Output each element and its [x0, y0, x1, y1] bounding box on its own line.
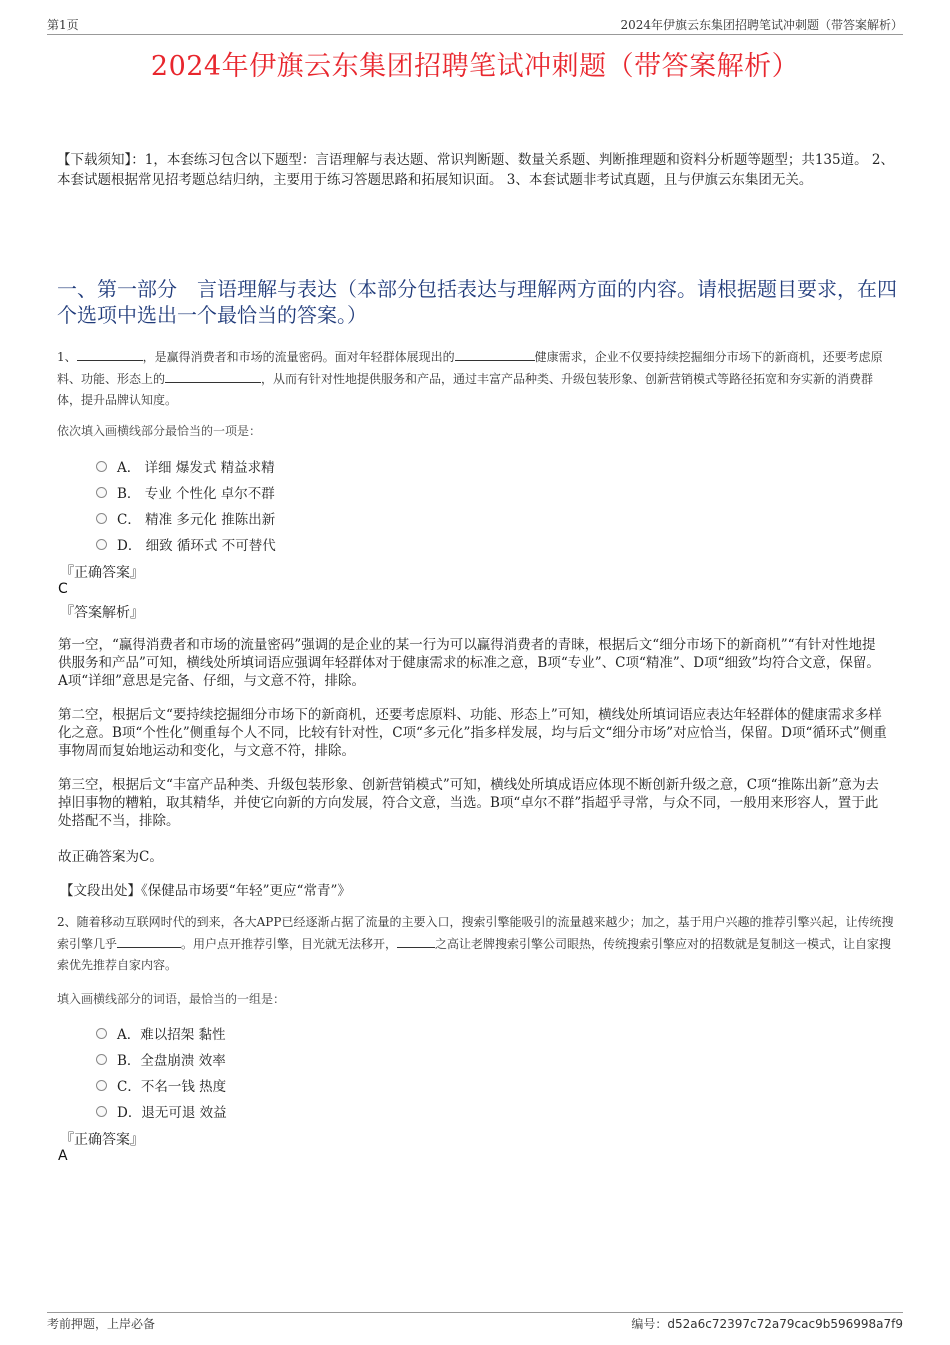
radio-icon[interactable] [96, 1106, 107, 1117]
question-1-instruction: 依次填入画横线部分最恰当的一项是： [57, 424, 262, 438]
question-1-stem: 1、 ，是赢得消费者和市场的流量密码。面对年轻群体展现出的 健康需求，企业不仅要持续挖掘细分市场下的新商机，还要考虑原料、功能、形态上的 ，从而有针对性地提供服务和产品，通过丰富产品种类、升级包装形象、创新营销模式等路径拓宽和夯实新的消费群体，提升品牌认知度。 [57, 346, 897, 411]
footer-slogan: 考前押题，上岸必备 [47, 1317, 156, 1331]
radio-icon[interactable] [96, 539, 107, 550]
analysis-paragraph-2: 第二空，根据后文“要持续挖掘细分市场下的新商机，还要考虑原料、功能、形态上”可知，横线处所填词语应表达年轻群体的健康需求多样化之意。B项“个性化”侧重每个人不同，比较有针对性，C项“多元化”指多样发展，均与后文“细分市场”对应恰当，保留。D项“循环式”侧重事物周而复始地运动和变化，与文意不符，排除。 [58, 707, 887, 759]
analysis-label: 『答案解析』 [60, 605, 144, 621]
page-footer [47, 1312, 903, 1331]
source-citation: 【文段出处】《保健品市场要“年轻”更应“常青”》 [60, 883, 351, 899]
radio-icon[interactable] [96, 1080, 107, 1091]
radio-icon[interactable] [96, 461, 107, 472]
blank-1 [77, 346, 143, 361]
document-title: 2024年伊旗云东集团招聘笔试冲刺题（带答案解析） [150, 51, 800, 82]
answer-label: 『正确答案』 [60, 1132, 144, 1148]
blank-3 [165, 368, 261, 383]
analysis-paragraph-3: 第三空，根据后文“丰富产品种类、升级包装形象、创新营销模式”可知，横线处所填成语应体现不断创新升级之意，C项“推陈出新”意为去掉旧事物的糟粕，取其精华，并使它向新的方向发展，符合文意，当选。B项“卓尔不群”指超乎寻常，与众不同，一般用来形容人，置于此处搭配不当，排除。 [58, 777, 879, 829]
option-a[interactable]: A．难以招架 黏性 [96, 1020, 227, 1046]
option-c[interactable]: C．不名一钱 热度 [96, 1072, 227, 1098]
question-2-instruction: 填入画横线部分的词语，最恰当的一组是： [57, 992, 286, 1006]
radio-icon[interactable] [96, 487, 107, 498]
option-a[interactable]: A． 详细 爆发式 精益求精 [96, 453, 276, 479]
blank-2 [455, 346, 535, 361]
question-1-options [96, 453, 276, 557]
analysis-paragraph-1: 第一空，“赢得消费者和市场的流量密码”强调的是企业的某一行为可以赢得消费者的青睐，根据后文“细分市场下的新商机”“有针对性地提供服务和产品”可知，横线处所填词语应强调年轻群体对于健康需求的标准之意，B项“专业”、C项“精准”、D项“细致”均符合文意，保留。A项“详细”意思是完备、仔细，与文意不符，排除。 [58, 637, 880, 689]
option-b[interactable]: B．全盘崩溃 效率 [96, 1046, 227, 1072]
radio-icon[interactable] [96, 1028, 107, 1039]
option-d[interactable]: D．退无可退 效益 [96, 1098, 227, 1124]
section-heading: 一、第一部分 言语理解与表达（本部分包括表达与理解两方面的内容。请根据题目要求，在四个选项中选出一个最恰当的答案。） [57, 277, 897, 327]
question-2-stem: 2、随着移动互联网时代的到来，各大APP已经逐渐占据了流量的主要入口，搜索引擎能吸引的流量越来越少；加之，基于用户兴趣的推荐引擎兴起，让传统搜索引擎几乎 。用户点开推荐引擎，目光就无法移开， 之高让老牌搜索引擎公司眼热，传统搜索引擎应对的招数就是复制这一模式，让自家搜索优先推荐自家内容。 [57, 915, 894, 972]
header-doc-title: 2024年伊旗云东集团招聘笔试冲刺题（带答案解析） [620, 18, 903, 32]
answer-value: C [58, 581, 68, 597]
option-c[interactable]: C． 精准 多元化 推陈出新 [96, 505, 276, 531]
blank-1 [117, 933, 181, 948]
radio-icon[interactable] [96, 513, 107, 524]
page-header [47, 14, 903, 35]
answer-label: 『正确答案』 [60, 565, 144, 581]
option-d[interactable]: D． 细致 循环式 不可替代 [96, 531, 276, 557]
page-number: 第1页 [47, 18, 79, 32]
download-notice: 【下载须知】：1，本套练习包含以下题型：言语理解与表达题、常识判断题、数量关系题、判断推理题和资料分析题等题型；共135道。 2、本套试题根据常见招考题总结归纳，主要用于练习答题思路和拓展知识面。 3、本套试题非考试真题，且与伊旗云东集团无关。 [57, 152, 894, 188]
radio-icon[interactable] [96, 1054, 107, 1065]
blank-2 [397, 933, 435, 948]
analysis-conclusion: 故正确答案为C。 [58, 849, 163, 865]
question-2-options [96, 1020, 227, 1124]
document-code: 编号：d52a6c72397c72a79cac9b596998a7f9 [631, 1317, 903, 1331]
answer-value: A [58, 1148, 68, 1164]
option-b[interactable]: B． 专业 个性化 卓尔不群 [96, 479, 276, 505]
